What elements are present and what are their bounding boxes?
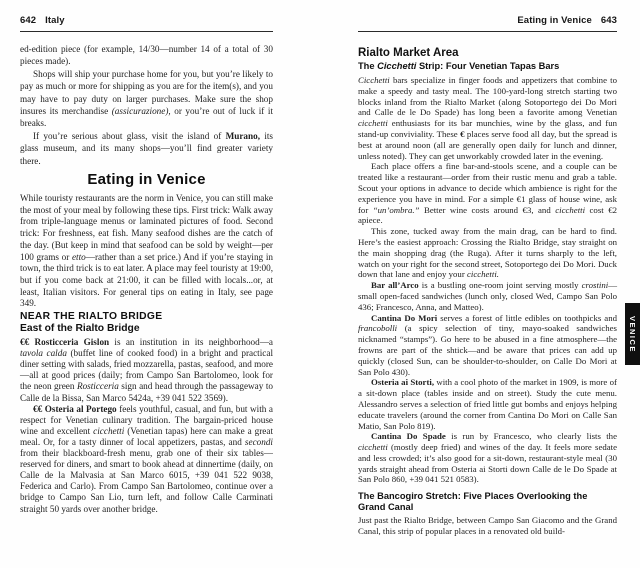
- text-segment: from their blackboard-fresh menu, grab one of their six tables—reserved for diners, and smart to book ahead at dinnertime (daily, on Calle de la Malvasia at San Marco 6015, +39 041 522 9038, Federica and Carlo). From Campo San Bartolomeo, continue over a bridge to Campo San Lio, turn left, and follow Calle Carminati straight 50 yards over another bridge.: [20, 448, 273, 514]
- paragraph-murano: [20, 130, 273, 167]
- paragraph-bancogiro-intro: [358, 515, 617, 537]
- text-segment: Just past the Rialto Bridge, between Campo San Giacomo and the Grand Canal, this strip of popular places in a renovated old build-: [358, 515, 617, 537]
- page-right: [358, 15, 617, 537]
- text-segment: €€ Osteria al Portego: [33, 403, 117, 414]
- heading-rialto-market-area: Rialto Market Area: [358, 47, 459, 59]
- text-segment: Murano,: [225, 130, 261, 141]
- text-segment: Cicchetti: [358, 75, 390, 85]
- text-segment: is run by Francesco, who clearly lists the: [445, 431, 617, 442]
- text-segment: feels youthful, casual, and fun, but with a respect for Venetian culinary tradition. The bargain-priced house wine and excellent: [20, 403, 273, 436]
- text-segment: cicchetti: [555, 204, 586, 215]
- text-segment: Cantina Do Spade: [371, 431, 446, 442]
- text-segment: (mostly deep fried) and wines of the day. It feels more sedate and less crowded; it’s also good for a sit-down, restaurant-style meal (30 yards straight ahead from Osteria ai Storti down Calle de le Do Spade at San Polo 860, +39 041 521 0583).: [358, 442, 617, 485]
- text-segment: Cicchetti: [377, 61, 417, 71]
- text-segment: (buffet line of cooked food) in a bright and practical diner setting with salads, fried mozzarella, pastas, seafood, and more—all at good prices (daily; from Campo San Bartolomeo, look for the neon green: [20, 348, 273, 392]
- text-segment: its glass museum, and its many shops—you’ll find greater variety there.: [20, 130, 273, 166]
- venice-tab-label: VENICE: [628, 315, 637, 353]
- running-head-left: [20, 15, 273, 32]
- text-segment: cicchetti.: [466, 269, 499, 280]
- paragraph-this-zone: [358, 226, 617, 280]
- text-segment: cicchetti: [93, 425, 125, 436]
- paragraph-osteria-al-portego: [20, 404, 273, 515]
- text-segment: is a bustling one-room joint serving mostly: [418, 280, 582, 291]
- page-number-left: 642: [20, 15, 37, 26]
- text-segment: This zone, tucked away from the main drag, can be hard to find. Here’s the easiest approach: Crossing the Rialto Bridge, stay straight on the main shopping drag (the Ruga). After it turns sharply to the left, watch on your right for the second street, Sotoportego dei Do Mori. Duck down that lane and enjoy your: [358, 226, 617, 280]
- text-segment: (Venetian tapas) here can make a great meal. Or, for a tasty dinner of local appetizers, pastas, and: [20, 425, 273, 447]
- paragraph-cantina-do-mori: [358, 313, 617, 378]
- text-segment: Better wine costs around €3, and: [419, 204, 556, 215]
- text-segment: Each place offers a fine bar-and-stools scene, and a couple can be treated like a restaurant—order from their rustic menu and grab a table. Scout your options in advance to decide which ambience is right for the experience you have in mind. For a simple €1 glass of house wine, ask for: [358, 161, 617, 215]
- paragraph-osteria-ai-storti: [358, 377, 617, 431]
- venice-side-tab: [625, 303, 640, 365]
- text-segment: “un’ombra.”: [372, 204, 420, 215]
- text-segment: Rosticceria: [76, 381, 119, 392]
- text-segment: The: [358, 61, 378, 71]
- text-segment: is an institution in its neighborhood—a: [109, 337, 274, 348]
- text-segment: cost €2 apiece.: [358, 204, 617, 226]
- text-segment: francobolli: [358, 323, 398, 334]
- subhead-near-the-rialto-bridge: NEAR THE RIALTO BRIDGE: [20, 311, 163, 323]
- paragraph-intro-tips: [20, 193, 273, 310]
- text-segment: or you’re out of luck if it breaks.: [20, 106, 274, 129]
- text-segment: Strip: Four Venetian Tapas Bars: [416, 61, 560, 71]
- page-left: [20, 15, 273, 515]
- paragraph-bar-all-arco: [358, 280, 617, 312]
- text-segment: —small open-faced sandwiches (lunch only, closed Wed, Campo San Polo 436; Francesco, Anna, and Matteo).: [358, 280, 617, 312]
- text-segment: tavola calda: [20, 348, 67, 359]
- book-title: Italy: [45, 15, 65, 26]
- subhead-east-of-the-rialto-bridge: East of the Rialto Bridge: [20, 323, 140, 335]
- text-segment: (assicurazione),: [111, 106, 171, 117]
- paragraph-rosticceria-gislon: [20, 337, 273, 404]
- text-segment: cicchetti: [358, 118, 388, 129]
- chapter-title: Eating in Venice: [517, 15, 592, 26]
- text-segment: If you’re serious about glass, visit the island of: [33, 130, 226, 141]
- text-segment: enthusiasts for its bar munchies, wine by the glass, and fun stand-up conviviality. These: [358, 118, 617, 139]
- text-segment: with a cool photo of the market in 1909, is more of a sit-down place (tables inside and on street). Study the cute menu. Alessandro serves a selection of fried little gut bombs and enjoys helping educate travelers (around the corner from Cantina Do Mori on Calle San Matio, San Polo 819).: [358, 377, 617, 431]
- text-segment: (a spicy selection of tiny, mayo-soaked sandwiches nicknamed “stamps”). Go here to be abused in a fine atmosphere—the frowns are part of the shtick—and be aware that prices can add up quickly (closed Sun, can be shoulder-to-shoulder, on Calle Do Mori at San Polo 430).: [358, 323, 617, 377]
- text-segment: Bar all’Arco: [371, 280, 419, 291]
- subhead-cicchetti-strip: [358, 61, 617, 72]
- text-segment: €€ Rosticceria Gislon: [20, 337, 110, 348]
- text-segment: —rather than a set price.) And if you’re staying in town, the third trick is to eat later. A place may feel touristy at 19:00, but if you come back at 21:00, it can be filled with locals...or, at least, Italian visitors. For general tips on eating in Italy, see page 349.: [20, 251, 273, 309]
- text-segment: Shops will ship your purchase home for you, but you’re likely to pay as much or more for shipping as you are for the item(s), and you may have to pay duty on larger purchases. Make sure the shop insures its merchandise: [20, 68, 273, 117]
- text-segment: serves a forest of little edibles on toothpicks and: [437, 312, 618, 323]
- text-segment: Osteria ai Storti,: [371, 377, 435, 388]
- paragraph-cantina-do-spade: [358, 431, 617, 485]
- text-segment: €: [460, 128, 465, 139]
- text-segment: sign and head through the passageway to Calle de la Bissa, San Marco 5424a, +39 041 522 3569).: [20, 381, 273, 403]
- text-segment: bars specialize in finger foods and appetizers that combine to make a speedy and tasty meal. The 100-yard-long stretch starting two blocks inland from the Rialto Market (along Sotoportego dei Do Mori and Calle de le Do Spade) has long been a favorite among Venetian: [358, 75, 617, 118]
- text-segment: crostini: [581, 280, 609, 291]
- text-segment: While touristy restaurants are the norm in Venice, you can still make the most of your meal by following these tips. First trick: Walk away from triple-language menus or laminated pictures of food. Second trick: For freshness, eat fish. Many seafood dishes are the catch of the day. (But keep in mind that seafood can be sold by weight—per 100 grams or: [20, 193, 273, 262]
- text-segment: cicchetti: [358, 442, 388, 453]
- text-segment: places serve food all day, but the spread is best at around noon (all are generally open daily for lunch and dinner, unless noted). They can get unworkably crowded later in the evening.: [358, 128, 617, 161]
- subhead-bancogiro-stretch: The Bancogiro Stretch: Five Places Overlooking the Grand Canal: [358, 491, 588, 513]
- paragraph-shipping: [20, 68, 273, 130]
- text-segment: ed-edition piece (for example, 14/30—number 14 of a total of 30 pieces made).: [20, 44, 273, 67]
- running-head-right: [358, 15, 617, 32]
- section-heading-eating-in-venice: Eating in Venice: [87, 171, 206, 189]
- text-segment: secondi: [244, 436, 273, 447]
- paragraph-each-place: [358, 161, 617, 226]
- text-segment: etto: [71, 251, 86, 262]
- paragraph-edition-piece: [20, 43, 273, 68]
- text-segment: Cantina Do Mori: [371, 312, 438, 323]
- paragraph-cicchetti-bars: [358, 75, 617, 161]
- page-number-right: 643: [600, 15, 617, 26]
